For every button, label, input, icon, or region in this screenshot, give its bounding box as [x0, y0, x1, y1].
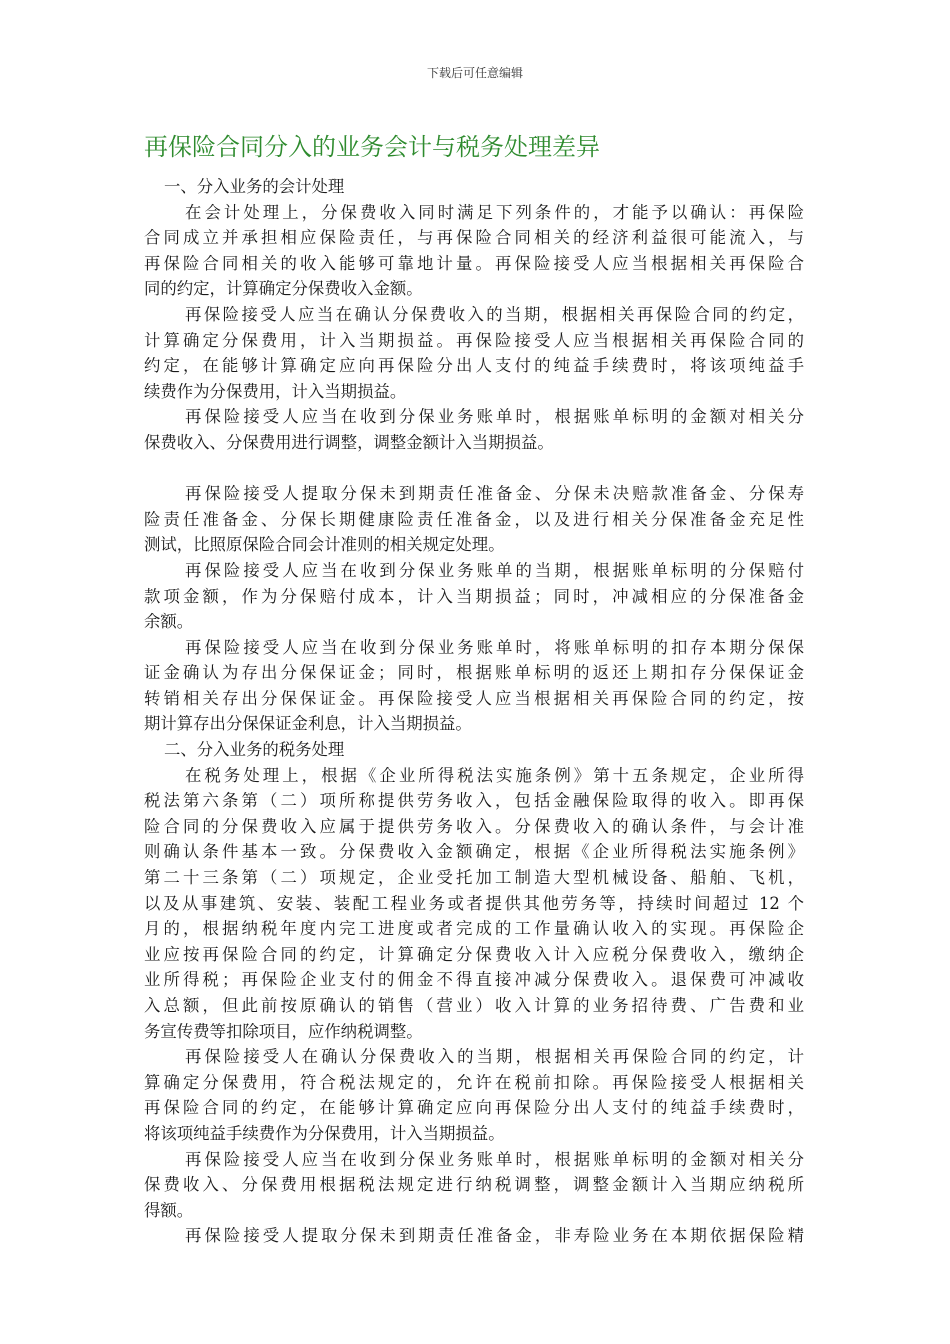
body-text-line: 月的，根据纳税年度内完工进度或者完成的工作量确认收入的实现。再保险企 [144, 919, 804, 939]
body-text-line: 再保险接受人提取分保未到期责任准备金，非寿险业务在本期依据保险精 [185, 1226, 804, 1246]
body-text-line: 二、分入业务的税务处理 [164, 740, 345, 760]
body-text-line: 合同成立并承担相应保险责任，与再保险合同相关的经济利益很可能流入，与 [144, 228, 804, 248]
body-text-line: 保费收入、分保费用进行调整，调整金额计入当期损益。 [144, 432, 554, 452]
page-header-note: 下载后可任意编辑 [426, 66, 523, 80]
body-text-line: 测试，比照原保险合同会计准则的相关规定处理。 [144, 535, 505, 555]
body-text-line: 再保险接受人应当在确认分保费收入的当期，根据相关再保险合同的约定， [185, 304, 804, 324]
body-text-line: 得额。 [144, 1200, 194, 1220]
body-text-line: 再保险接受人提取分保未到期责任准备金、分保未决赔款准备金、分保寿 [185, 484, 804, 504]
body-text-line: 业应按再保险合同的约定，计算确定分保费收入计入应税分保费收入，缴纳企 [144, 944, 804, 964]
document-body [144, 174, 804, 1249]
body-text-line: 期计算存出分保保证金利息，计入当期损益。 [144, 714, 472, 734]
body-text-line: 算确定分保费用，符合税法规定的，允许在税前扣除。再保险接受人根据相关 [144, 1072, 804, 1092]
body-text-line: 业所得税；再保险企业支付的佣金不得直接冲减分保费收入。退保费可冲减收 [144, 970, 804, 990]
body-text-line: 以及从事建筑、安装、装配工程业务或者提供其他劳务等，持续时间超过 12 个 [144, 893, 804, 913]
body-text-line: 入总额，但此前按原确认的销售（营业）收入计算的业务招待费、广告费和业 [144, 996, 804, 1015]
body-text-line: 约定，在能够计算确定应向再保险分出人支付的纯益手续费时，将该项纯益手 [144, 356, 804, 376]
body-text-line: 保费收入、分保费用根据税法规定进行纳税调整，调整金额计入当期应纳税所 [144, 1175, 804, 1195]
body-text-line: 转销相关存出分保保证金。再保险接受人应当根据相关再保险合同的约定，按 [144, 688, 804, 708]
body-text-line: 则确认条件基本一致。分保费收入金额确定，根据《企业所得税法实施条例》 [144, 842, 804, 862]
body-text-line: 再保险接受人应当在收到分保业务账单时，根据账单标明的金额对相关分 [185, 1149, 804, 1169]
body-text-line: 同的约定，计算确定分保费收入金额。 [144, 279, 423, 299]
body-text-line: 将该项纯益手续费作为分保费用，计入当期损益。 [144, 1123, 505, 1143]
body-text-line: 税法第六条第（二）项所称提供劳务收入，包括金融保险取得的收入。即再保 [144, 791, 804, 811]
body-text-line: 再保险接受人应当在收到分保业务账单时，根据账单标明的金额对相关分 [185, 407, 804, 427]
body-text-line: 再保险接受人应当在收到分保业务账单的当期，根据账单标明的分保赔付 [185, 560, 804, 580]
body-text-line: 证金确认为存出分保保证金；同时，根据账单标明的返还上期扣存分保保证金 [144, 663, 804, 683]
body-text-line: 再保险合同相关的收入能够可靠地计量。再保险接受人应当根据相关再保险合 [144, 253, 804, 273]
body-text-line: 一、分入业务的会计处理 [164, 177, 345, 196]
body-text-line: 计算确定分保费用，计入当期损益。再保险接受人应当根据相关再保险合同的 [144, 330, 804, 350]
body-text-line: 险责任准备金、分保长期健康险责任准备金，以及进行相关分保准备金充足性 [144, 509, 804, 529]
document-title: 再保险合同分入的业务会计与税务处理差异 [144, 133, 600, 161]
body-text-line: 续费作为分保费用，计入当期损益。 [144, 381, 407, 401]
body-text-line: 务宣传费等扣除项目，应作纳税调整。 [144, 1021, 423, 1041]
body-text-line: 再保险合同的约定，在能够计算确定应向再保险分出人支付的纯益手续费时， [144, 1098, 804, 1118]
body-text-line: 险合同的分保费收入应属于提供劳务收入。分保费收入的确认条件，与会计准 [144, 816, 804, 836]
body-text-line: 再保险接受人应当在收到分保业务账单时，将账单标明的扣存本期分保保 [185, 637, 804, 657]
body-text-line: 在会计处理上，分保费收入同时满足下列条件的，才能予以确认：再保险 [185, 202, 804, 222]
body-text-line: 第二十三条第（二）项规定，企业受托加工制造大型机械设备、船舶、飞机， [144, 868, 804, 888]
body-text-line: 在税务处理上，根据《企业所得税法实施条例》第十五条规定，企业所得 [185, 765, 804, 785]
body-text-line: 余额。 [144, 612, 194, 632]
body-text-line: 再保险接受人在确认分保费收入的当期，根据相关再保险合同的约定，计 [185, 1047, 804, 1067]
blank-line [144, 456, 804, 482]
body-text-line: 款项金额，作为分保赔付成本，计入当期损益；同时，冲减相应的分保准备金 [144, 586, 804, 606]
